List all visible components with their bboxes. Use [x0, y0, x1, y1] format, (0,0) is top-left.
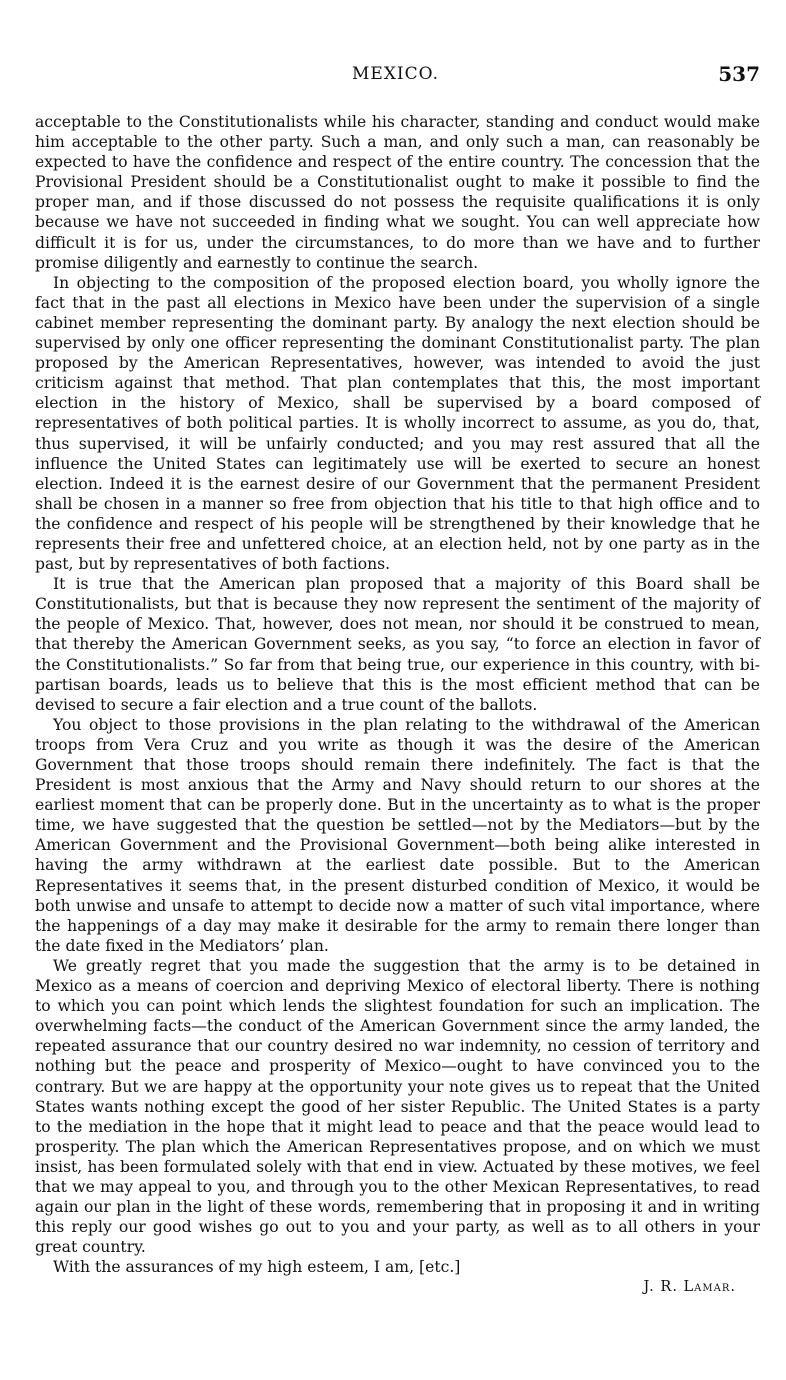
paragraph: You object to those provisions in the plan relating to the withdrawal of the American troops from Vera Cruz and you write as though it was the desire of the American Government that those troops should remain there indefinitely. The fact is that the President is most anxious that the Army and Navy should return to our shores at the earliest moment that can be properly done. But in the uncertainty as to what is the proper time, we have suggested that the question be settled—not by the Mediators—but by the American Government and the Provisional Government—both being alike interested in having the army withdrawn at the earliest date possible. But to the American Representatives it seems that, in the present disturbed condition of Mexico, it would be both unwise and unsafe to attempt to decide now a matter of such vital importance, where the happenings of a day may make it desirable for the army to remain there longer than the date fixed in the Mediators’ plan.: [35, 715, 760, 955]
running-title: MEXICO.: [352, 64, 439, 84]
paragraph: We greatly regret that you made the suggestion that the army is to be detained in Mexico as a means of coercion and depriving Mexico of electoral liberty. There is nothing to which you can point which lends the slightest foundation for such an implication. The overwhelming facts—the conduct of the American Government since the army landed, the repeated assurance that our country desired no war indemnity, no cession of territory and nothing but the peace and prosperity of Mexico—ought to have convinced you to the contrary. But we are happy at the opportunity your note gives us to repeat that the United States wants nothing except the good of her sister Republic. The United States is a party to the mediation in the hope that it might lead to peace and that the peace would lead to prosperity. The plan which the American Representatives propose, and on which we must insist, has been formulated solely with that end in view. Actuated by these motives, we feel that we may appeal to you, and through you to the other Mexican Representatives, to read again our plan in the light of these words, remembering that in proposing it and in writing this reply our good wishes go out to you and your party, as well as to all others in your great country.: [35, 956, 760, 1257]
paragraph: In objecting to the composition of the proposed election board, you wholly ignore the fact that in the past all elections in Mexico have been under the supervision of a single cabinet member representing the dominant party. By analogy the next election should be supervised by only one officer representing the dominant Constitutionalist party. The plan proposed by the American Representatives, however, was intended to avoid the just criticism against that method. That plan contemplates that this, the most important election in the history of Mexico, shall be supervised by a board composed of representatives of both political parties. It is wholly incorrect to assume, as you do, that, thus supervised, it will be unfairly conducted; and you may rest assured that all the influence the United States can legitimately use will be exerted to secure an honest election. Indeed it is the earnest desire of our Government that the permanent President shall be chosen in a manner so free from objection that his title to that high office and to the confidence and respect of his people will be strengthened by their knowledge that he represents their free and unfettered choice, at an election held, not by one party as in the past, but by representatives of both factions.: [35, 273, 760, 574]
paragraph: acceptable to the Constitutionalists while his character, standing and conduct would make him acceptable to the other party. Such a man, and only such a man, can reasonably be expected to have the confidence and respect of the entire country. The concession that the Provisional President should be a Constitutionalist ought to make it possible to find the proper man, and if those discussed do not possess the requisite qualifications it is only because we have not succeeded in finding what we sought. You can well appreciate how difficult it is for us, under the circumstances, to do more than we have and to further promise diligently and earnestly to continue the search.: [35, 113, 760, 272]
signature: J. R. Lamar.: [643, 1279, 736, 1296]
page-number: 537: [718, 62, 760, 86]
letter-body: [35, 112, 760, 1298]
paragraph: It is true that the American plan proposed that a majority of this Board shall be Constitutionalists, but that is because they now represent the sentiment of the majority of the people of Mexico. That, however, does not mean, nor should it be construed to mean, that thereby the American Government seeks, as you say, “to force an election in favor of the Constitutionalists.” So far from that being true, our experience in this country, with bi-partisan boards, leads us to believe that this is the most efficient method that can be devised to secure a fair election and a true count of the ballots.: [35, 575, 760, 714]
running-header: [0, 62, 786, 92]
closing-line: With the assurances of my high esteem, I am, [etc.]: [53, 1258, 461, 1277]
